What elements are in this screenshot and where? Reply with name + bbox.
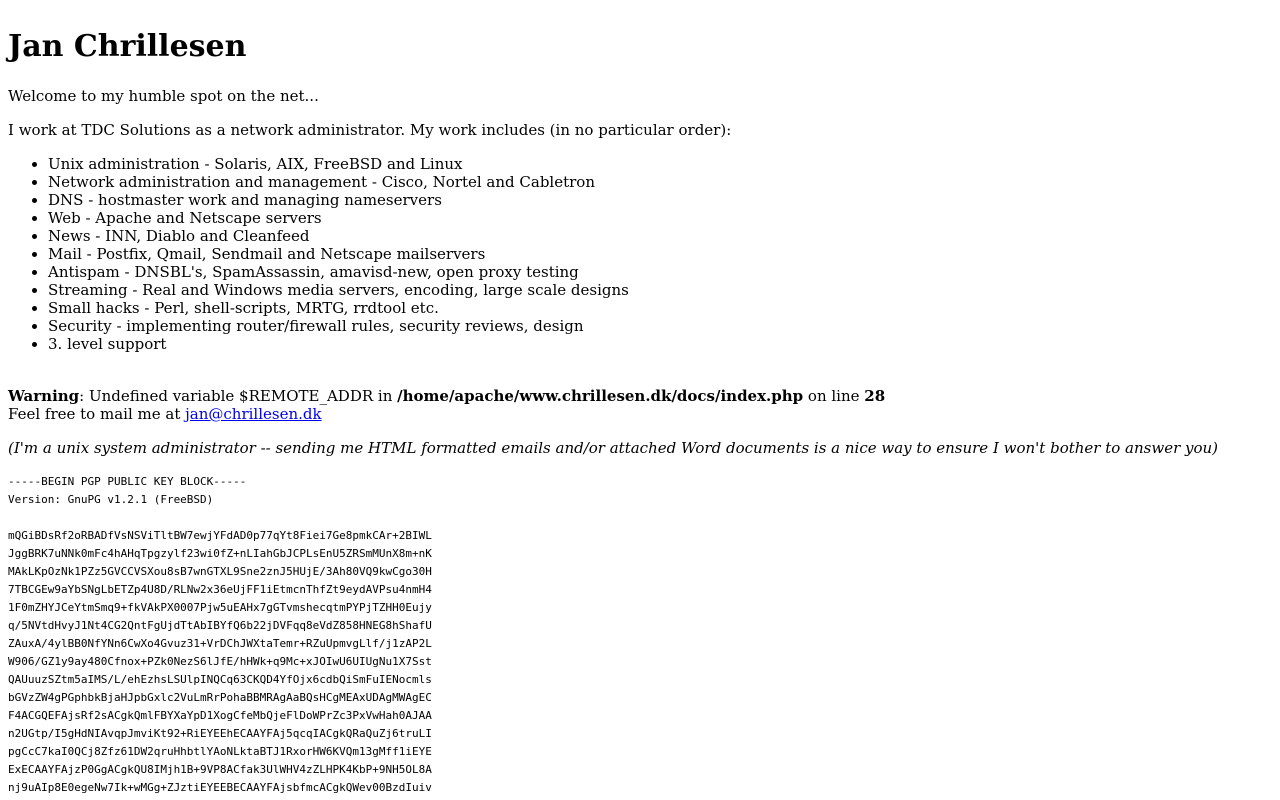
work-list (8, 155, 1272, 353)
warning-message: : Undefined variable $REMOTE_ADDR in (79, 387, 398, 405)
list-item: • 3. level support (48, 335, 1272, 353)
mail-note-text: (I'm a unix system administrator -- sending me HTML formatted emails and/or attached Word documents is a nice way to ensure I won't bother to answer you) (8, 439, 1219, 457)
list-item: • Small hacks - Perl, shell-scripts, MRTG, rrdtool etc. (48, 299, 1272, 317)
mail-line (8, 405, 1272, 423)
list-item: • Security - implementing router/firewall rules, security reviews, design (48, 317, 1272, 335)
intro-text: I work at TDC Solutions as a network administrator. My work includes (in no particular order): (8, 121, 732, 139)
list-item: • Antispam - DNSBL's, SpamAssassin, amavisd-new, open proxy testing (48, 263, 1272, 281)
warning-label: Warning (8, 387, 80, 405)
list-item: • Streaming - Real and Windows media servers, encoding, large scale designs (48, 281, 1272, 299)
list-item: • Network administration and management - Cisco, Nortel and Cabletron (48, 173, 1272, 191)
pgp-key-block: -----BEGIN PGP PUBLIC KEY BLOCK----- Version: GnuPG v1.2.1 (FreeBSD) mQGiBDsRf2oRBADfVsNSViTltBW7ewjYFdAD0p77qYt8Fiei7Ge8pmkCAr+2BIWL JggBRK7uNNk0mFc4hAHqTpgzylf23wi0fZ+nLIahGbJCPLsEnU5ZRSmMUnX8m+nK MAkLKpOzNk1PZz5GVCCVSXou8sB7wnGTXL9Sne2znJ5HUjE/3Ah80VQ9kwCgo30H 7TBCGEw9aYbSNgLbETZp4U8D/RLNw2x36eUjFF1iEtmcnThfZt9eydAVPsu4nmH4 1F0mZHYJCeYtmSmq9+fkVAkPX0007Pjw5uEAHx7gGTvmshecqtmPYPjTZHH0Eujy q/5NVtdHvyJ1Nt4CG2QntFgUjdTtAbIBYfQ6b22jDVFqq8eVdZ858HNEG8hShafU ZAuxA/4ylBB0NfYNn6CwXo4Gvuz31+VrDChJWXtaTemr+RZuUpmvgLlf/j1zAP2L W906/GZ1y9ay480Cfnox+PZk0NezS6lJfE/hHWk+q9Mc+xJOIwU6UIUgNu1X7Sst QAUuuzSZtm5aIMS/L/ehEzhsLSUlpINQCq63CKQD4YfOjx6cdbQiSmFuIENocmls bGVzZW4gPGphbkBjaHJpbGxlc2VuLmRrPohaBBMRAgAaBQsHCgMEAxUDAgMWAgEC F4ACGQEFAjsRf2sACgkQmlFBYXaYpD1XogCfeMbQjeFlDoWPrZc3PxVwHah0AJAA n2UGtp/I5gHdNIAvqpJmviKt92+RiEYEEhECAAYFAj5qcqIACgkQRaQuZj6truLI pgCcC7kaI0QCj8Zfz61DW2qruHhbtlYAoNLktaBTJ1RxorHW6KVQm13gMff1iEYE ExECAAYFAjzP0GgACgkQU8IMjh1B+9VP8ACfak3UlWHV4zZLHPK4KbP+9NH5OL8A nj9uAIp8E0egeNw7Ik+wMGg+ZJztiEYEEBECAAYFAjsbfmcACgkQWev00BzdIuiv (8, 475, 432, 794)
php-warning (8, 387, 1272, 405)
warning-path: /home/apache/www.chrillesen.dk/docs/index.php (397, 387, 804, 405)
list-item: • Mail - Postfix, Qmail, Sendmail and Netscape mailservers (48, 245, 1272, 263)
page-title: Jan Chrillesen (8, 29, 247, 64)
welcome-text: Welcome to my humble spot on the net... (8, 87, 319, 105)
list-item: • DNS - hostmaster work and managing nameservers (48, 191, 1272, 209)
list-item: • Web - Apache and Netscape servers (48, 209, 1272, 227)
warning-line-number: 28 (864, 387, 886, 405)
mail-prefix: Feel free to mail me at (8, 405, 186, 423)
list-item: • News - INN, Diablo and Cleanfeed (48, 227, 1272, 245)
spacer (8, 369, 1272, 387)
list-item: • Unix administration - Solaris, AIX, FreeBSD and Linux (48, 155, 1272, 173)
warning-on-line: on line (803, 387, 865, 405)
email-link[interactable]: jan@chrillesen.dk (185, 405, 322, 423)
mail-note (8, 439, 1272, 457)
